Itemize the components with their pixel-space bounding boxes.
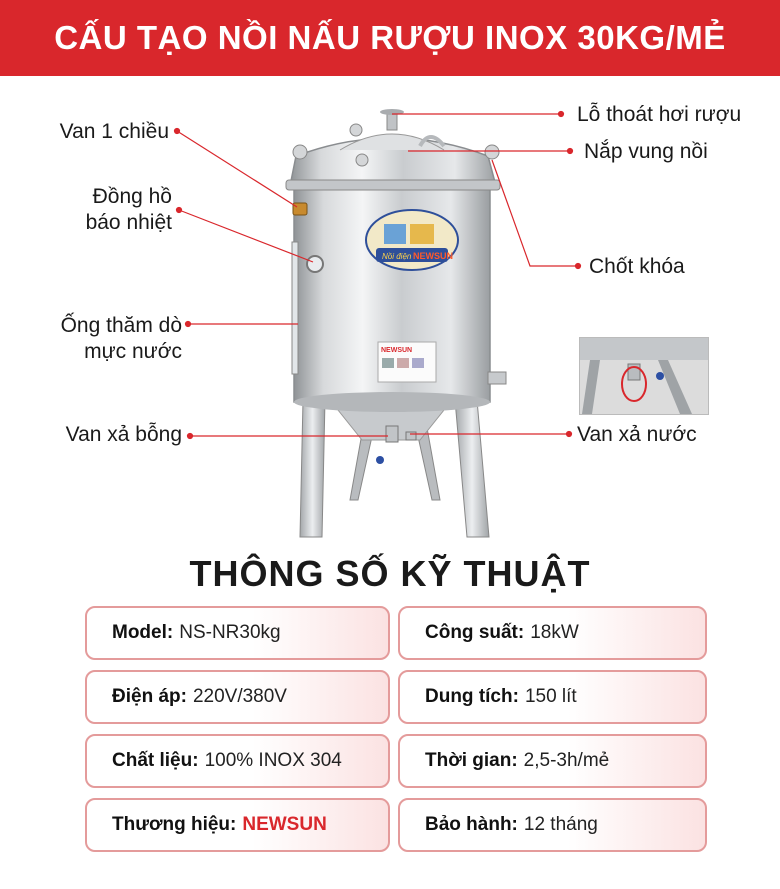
- spec-power-key: Công suất:: [425, 622, 525, 643]
- label-level-tube-line2: mực nước: [84, 340, 182, 363]
- spec-time: [398, 734, 707, 788]
- spec-model-value: NS-NR30kg: [179, 622, 281, 643]
- spec-model: [85, 606, 390, 660]
- spec-warranty-key: Bảo hành:: [425, 814, 518, 835]
- label-thermometer-line1: Đồng hồ: [92, 185, 172, 208]
- spec-voltage-value: 220V/380V: [192, 686, 287, 707]
- drain-valve-inset-illustration: [580, 338, 708, 414]
- product-label-brand: NEWSUN: [413, 251, 453, 261]
- label-mash-drain-valve: [66, 422, 182, 448]
- spec-brand-value: NEWSUN: [242, 814, 327, 835]
- drain-valve-inset: [579, 337, 709, 415]
- label-one-way-valve-text: Van 1 chiều: [59, 120, 169, 143]
- sticker-brand: NEWSUN: [381, 347, 413, 354]
- spec-material-value: 100% INOX 304: [204, 750, 342, 771]
- label-lid: [584, 139, 708, 165]
- spec-brand-key: Thương hiệu:: [112, 814, 237, 835]
- label-water-drain-valve-text: Van xả nước: [577, 423, 697, 446]
- spec-voltage: [85, 670, 390, 724]
- label-water-drain-valve: [577, 422, 697, 448]
- label-steam-outlet-text: Lỗ thoát hơi rượu: [577, 103, 742, 126]
- spec-power-value: 18kW: [530, 622, 579, 643]
- spec-power: [398, 606, 707, 660]
- pot-legs: [300, 400, 489, 537]
- spec-model-key: Model:: [112, 622, 174, 643]
- label-lock-pin-text: Chốt khóa: [589, 255, 685, 278]
- spec-capacity-key: Dung tích:: [425, 686, 519, 707]
- label-lock-pin: [589, 254, 685, 280]
- spec-material-key: Chất liệu:: [112, 750, 199, 771]
- spec-voltage-key: Điện áp:: [112, 686, 187, 707]
- label-mash-drain-valve-text: Van xả bỗng: [65, 423, 182, 446]
- spec-brand: [85, 798, 390, 852]
- label-lid-text: Nắp vung nồi: [584, 140, 708, 163]
- spec-material: [85, 734, 390, 788]
- label-thermometer-line2: báo nhiệt: [85, 211, 172, 234]
- page-title: CẤU TẠO NỒI NẤU RƯỢU INOX 30KG/MẺ: [54, 19, 726, 56]
- spec-warranty: [398, 798, 707, 852]
- label-level-tube: [61, 313, 182, 365]
- spec-title: THÔNG SỐ KỸ THUẬT: [189, 553, 591, 594]
- label-thermometer: [86, 184, 172, 236]
- label-level-tube-line1: Ống thăm dò: [60, 314, 182, 337]
- spec-capacity-value: 150 lít: [524, 686, 577, 707]
- label-one-way-valve: [60, 119, 169, 145]
- label-steam-outlet: [577, 102, 741, 128]
- title-banner: [0, 0, 780, 76]
- product-label-script: Nồi điện: [382, 252, 412, 261]
- spec-time-value: 2,5-3h/mẻ: [523, 750, 610, 771]
- spec-capacity: [398, 670, 707, 724]
- spec-warranty-value: 12 tháng: [523, 814, 598, 835]
- spec-time-key: Thời gian:: [425, 750, 518, 771]
